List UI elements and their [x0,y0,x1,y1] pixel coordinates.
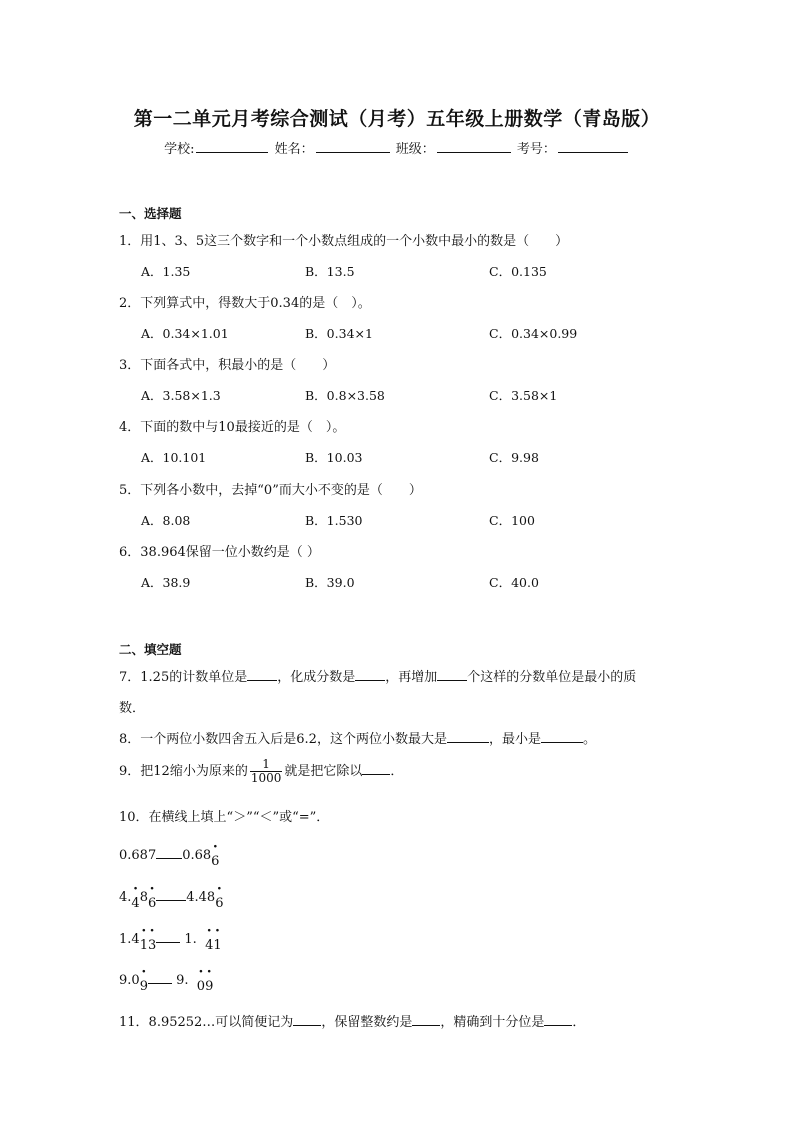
r2-right-repeat-digit: · 6 [215,896,223,911]
q6-option-b[interactable]: B．39.0 [305,575,355,590]
q8-blank-1[interactable] [447,730,489,743]
r2-left-repeat-end: · 6 [148,896,156,911]
q8-text-1: 8．一个两位小数四舍五入后是6.2，这个两位小数最大是 [119,732,447,747]
q8-blank-2[interactable] [541,730,583,743]
question-7 [119,666,636,685]
r3-right-number: 1. [184,932,197,947]
question-10: 10．在横线上填上“＞”“＜”或“=”． [119,810,330,825]
q4-option-c[interactable]: C．9.98 [489,450,539,465]
q7-blank-3[interactable] [437,668,467,681]
r3-right-repeat-start: · 4 [205,938,213,953]
section-heading-fill: 二、填空题 [119,642,182,657]
q1-option-b[interactable]: B．13.5 [305,264,355,279]
q9-text-2: 就是把它除以 [284,764,363,779]
q11-blank-3[interactable] [544,1013,572,1026]
q11-text-3: ，精确到十分位是 [440,1015,545,1030]
q2-option-c[interactable]: C．0.34×0.99 [489,326,578,341]
question-1: 1．用1、3、5这三个数字和一个小数点组成的一个小数中最小的数是（ ） [119,234,569,249]
r2-blank[interactable] [156,888,186,901]
question-2: 2．下列算式中，得数大于0.34的是（ ）。 [119,296,371,311]
q6-option-a[interactable]: A．38.9 [141,575,191,590]
question-6: 6．38.964保留一位小数约是（ ） [119,545,320,560]
q11-text-1: 11．8.95252…可以简便记为 [119,1015,294,1030]
question-4: 4．下面的数中与10最接近的是（ ）。 [119,420,346,435]
q7-text-1: 7．1.25的计数单位是 [119,670,248,685]
r3-left-number: 1.4 [119,932,140,947]
school-label: 学校: [164,142,195,157]
question-8 [119,728,596,747]
q7-blank-2[interactable] [355,668,385,681]
r2-left-number: 4. [119,890,132,905]
compare-row-2 [119,888,224,911]
question-7-cont: 数． [119,701,146,716]
q9-blank[interactable] [362,762,390,775]
q7-text-4: 个这样的分数单位是最小的质 [467,670,637,685]
number-label: 考号： [516,142,556,157]
compare-row-3 [119,930,222,953]
q1-option-a[interactable]: A．1.35 [141,264,191,279]
section-heading-choice: 一、选择题 [119,206,182,221]
r3-right-repeat-end: · 1 [213,938,221,953]
q11-text-2: ，保留整数约是 [321,1015,413,1030]
q2-option-a[interactable]: A．0.34×1.01 [141,326,229,341]
question-11 [119,1011,585,1030]
q2-option-b[interactable]: B．0.34×1 [305,326,373,341]
q5-option-a[interactable]: A．8.08 [141,513,191,528]
r4-right-number: 9. [176,973,189,988]
q11-blank-1[interactable] [293,1013,321,1026]
fraction-numerator: 1 [250,758,283,772]
compare-row-4 [119,971,214,994]
r2-left-repeat-start: · 4 [131,896,139,911]
q5-option-b[interactable]: B．1.530 [305,513,363,528]
class-blank[interactable] [437,140,511,153]
q11-blank-2[interactable] [412,1013,440,1026]
q6-option-c[interactable]: C．40.0 [489,575,539,590]
q7-text-2: ，化成分数是 [277,670,356,685]
q9-fraction [250,758,283,785]
r1-left-number: 0.687 [119,848,157,863]
r4-left-number: 9.0 [119,973,140,988]
r1-right-repeat-digit: · 6 [211,854,219,869]
number-blank[interactable] [558,140,628,153]
question-9 [119,758,403,785]
r3-left-repeat-end: · 3 [148,938,156,953]
question-3: 3．下面各式中，积最小的是（ ） [119,358,336,373]
question-5: 5．下列各小数中，去掉“0”而大小不变的是（ ） [119,483,422,498]
q4-option-a[interactable]: A．10.101 [141,450,207,465]
q3-option-c[interactable]: C．3.58×1 [489,388,558,403]
q4-option-b[interactable]: B．10.03 [305,450,363,465]
r2-right-number: 4.48 [186,890,216,905]
q1-option-c[interactable]: C．0.135 [489,264,547,279]
q11-text-4: ． [572,1015,586,1030]
compare-row-1 [119,846,220,869]
school-blank[interactable] [196,140,268,153]
fraction-denominator: 1000 [250,771,282,785]
q7-text-3: ，再增加 [385,670,438,685]
q8-text-3: 。 [582,732,596,747]
r2-left-mid: 8 [139,890,148,905]
q5-option-c[interactable]: C．100 [489,513,535,528]
r4-right-repeat-start: · 0 [197,979,205,994]
q3-option-b[interactable]: B．0.8×3.58 [305,388,385,403]
r1-blank[interactable] [156,846,182,859]
r4-left-repeat-digit: · 9 [140,979,148,994]
q3-option-a[interactable]: A．3.58×1.3 [141,388,221,403]
q9-text-1: 9．把12缩小为原来的 [119,764,248,779]
student-info-line [0,138,794,157]
q8-text-2: ，最小是 [488,732,541,747]
page-title: 第一二单元月考综合测试（月考）五年级上册数学（青岛版） [133,108,661,130]
r4-right-repeat-end: · 9 [205,979,213,994]
name-blank[interactable] [316,140,390,153]
r3-left-repeat-start: · 1 [140,938,148,953]
r3-blank[interactable] [156,930,180,943]
r4-blank[interactable] [148,971,172,984]
r1-right-number: 0.68 [182,848,212,863]
q7-blank-1[interactable] [247,668,277,681]
name-label: 姓名： [274,142,314,157]
class-label: 班级： [395,142,435,157]
q9-text-3: ． [390,764,404,779]
